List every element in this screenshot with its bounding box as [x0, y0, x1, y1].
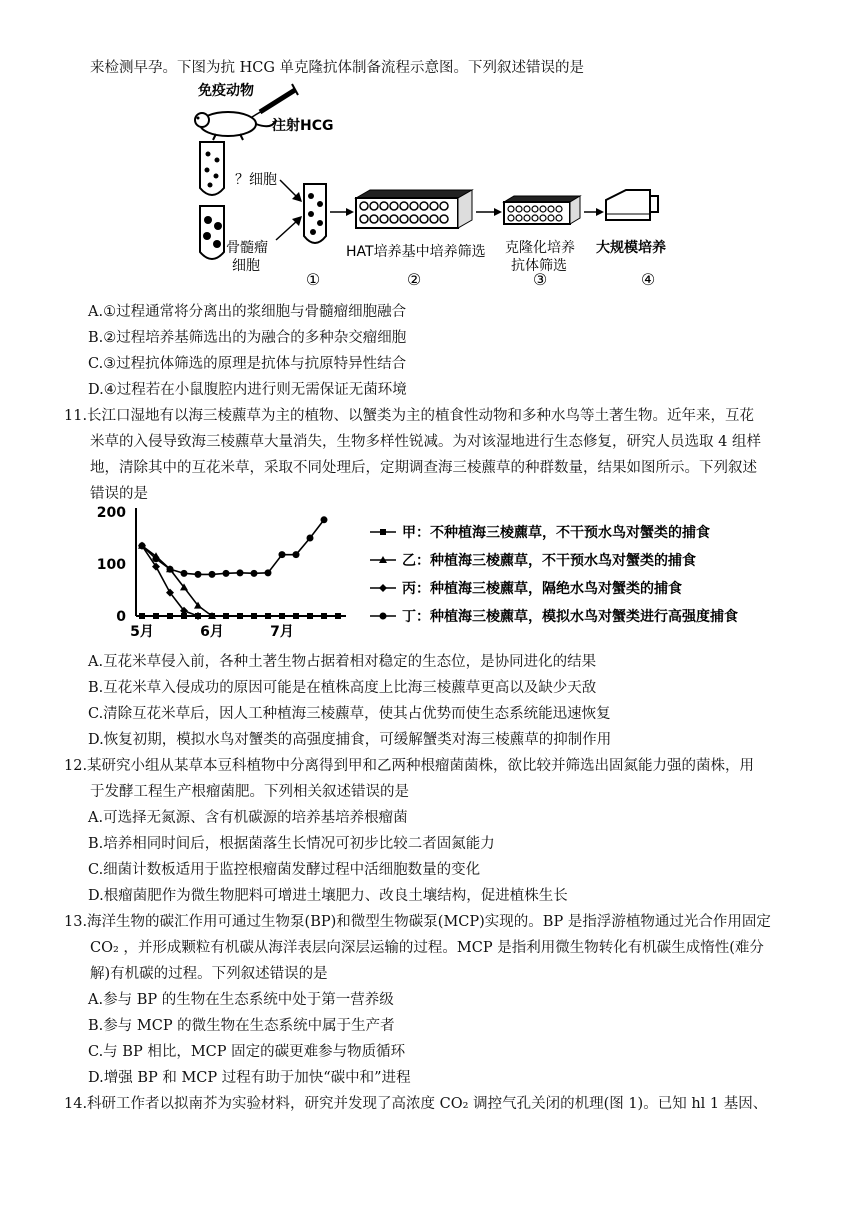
tube-icon [200, 142, 224, 195]
series-point [307, 535, 314, 542]
hat-label: HAT培养基中培养筛选 [346, 244, 486, 260]
series-point [223, 613, 229, 619]
series-point [195, 571, 202, 578]
x-tick-label: 6月 [200, 624, 224, 640]
series-point [251, 570, 258, 577]
chart-axes [97, 505, 346, 640]
q12-option-d: D.根瘤菌肥作为微生物肥料可增进土壤肥力、改良土壤结构，促进植株生长 [88, 888, 568, 904]
q11-option-c: C.清除互花米草后，因人工种植海三棱藨草，使其占优势而使生态系统能迅速恢复 [88, 706, 611, 722]
series-point [181, 570, 188, 577]
series-point [237, 613, 243, 619]
large-culture-label: 大规模培养 [596, 240, 666, 256]
q13-stem-2: CO₂ ，并形成颗粒有机碳从海洋表层向深层运输的过程。MCP 是指利用微生物转化有机碳生成惰性(难分 [90, 940, 764, 956]
series-3 [138, 542, 202, 620]
myeloma-label-1: 骨髓瘤 [226, 240, 268, 256]
series-point [293, 551, 300, 558]
q11-option-a: A.互花米草侵入前，各种土著生物占据着相对稳定的生态位，是协同进化的结果 [88, 654, 597, 670]
x-tick-label: 5月 [130, 624, 154, 640]
q10-option-d: D.④过程若在小鼠腹腔内进行则无需保证无菌环境 [88, 382, 407, 398]
series-point [153, 555, 160, 562]
clone-label-2: 抗体筛选 [511, 258, 567, 274]
series-point [265, 613, 271, 619]
immune-animal-label: 免疫动物 [198, 83, 254, 99]
series-point [167, 613, 173, 619]
series-point [209, 571, 216, 578]
q13-stem-1: 13.海洋生物的碳汇作用可通过生物泵(BP)和微型生物碳泵(MCP)实现的。BP 是指浮游植物通过光合作用固定 [64, 914, 771, 930]
unknown-cell-label: ？细胞 [235, 172, 277, 188]
legend-label: 乙：种植海三棱藨草，不干预水鸟对蟹类的捕食 [402, 553, 696, 569]
culture-plate-icon [356, 190, 472, 228]
q12-option-a: A.可选择无氮源、含有机碳源的培养基培养根瘤菌 [88, 810, 408, 826]
q13-stem-3: 解)有机碳的过程。下列叙述错误的是 [90, 966, 328, 982]
series-point [321, 516, 328, 523]
q14-stem-1: 14.科研工作者以拟南芥为实验材料，研究并发现了高浓度 CO₂ 调控气孔关闭的机理(图 1)。已知 hl 1 基因、 [64, 1096, 768, 1112]
legend-entry [370, 608, 738, 625]
series-point [293, 613, 299, 619]
step-4-label: ④ [640, 270, 656, 289]
q10-option-c: C.③过程抗体筛选的原理是抗体与抗原特异性结合 [88, 356, 407, 372]
x-tick-label: 7月 [270, 624, 294, 640]
series-point [279, 613, 285, 619]
q11-option-d: D.恢复初期，模拟水鸟对蟹类的高强度捕食，可缓解蟹类对海三棱藨草的抑制作用 [88, 732, 612, 748]
y-tick-label: 200 [96, 505, 126, 521]
q11-option-b: B.互花米草入侵成功的原因可能是在植株高度上比海三棱藨草更高以及缺少天敌 [88, 680, 597, 696]
mouse-icon [195, 112, 276, 140]
series-4 [139, 516, 328, 578]
tube-icon [304, 184, 326, 243]
legend-label: 甲：不种植海三棱藨草，不干预水鸟对蟹类的捕食 [402, 525, 710, 541]
tube-icon [200, 206, 224, 259]
chart-series [138, 516, 341, 620]
q13-option-c: C.与 BP 相比，MCP 固定的碳更难参与物质循环 [88, 1044, 406, 1060]
q12-option-b: B.培养相同时间后，根据菌落生长情况可初步比较二者固氮能力 [88, 836, 495, 852]
series-point [223, 570, 230, 577]
myeloma-label-2: 细胞 [232, 258, 260, 274]
q11-stem-1: 11.长江口湿地有以海三棱藨草为主的植物、以蟹类为主的植食性动物和多种水鸟等土著生物。近年来，互花 [64, 408, 755, 424]
q13-option-a: A.参与 BP 的生物在生态系统中处于第一营养级 [88, 992, 394, 1008]
chart-legend [370, 524, 738, 625]
monoclonal-antibody-flow-diagram [180, 80, 680, 290]
series-point [307, 613, 313, 619]
q11-stem-4: 错误的是 [90, 486, 148, 502]
series-point [139, 613, 145, 619]
step-3-label: ③ [532, 270, 548, 289]
series-point [237, 569, 244, 576]
q13-option-d: D.增强 BP 和 MCP 过程有助于加快“碳中和”进程 [88, 1070, 411, 1086]
legend-entry [370, 580, 682, 597]
q11-stem-2: 米草的入侵导致海三棱藨草大量消失，生物多样性锐减。为对该湿地进行生态修复，研究人员选取 4 组样 [90, 434, 761, 450]
series-point [321, 613, 327, 619]
legend-entry [370, 524, 710, 541]
y-tick-label: 100 [96, 557, 126, 573]
q11-stem-3: 地，清除其中的互花米草，采取不同处理后，定期调查海三棱藨草的种群数量，结果如图所示。下列叙述 [90, 460, 757, 476]
series-point [380, 613, 387, 620]
series-point [379, 584, 387, 592]
series-point [251, 613, 257, 619]
series-point [380, 529, 386, 535]
culture-flask-icon [606, 190, 658, 220]
series-point [139, 542, 146, 549]
legend-label: 丁：种植海三棱藨草，模拟水鸟对蟹类进行高强度捕食 [402, 609, 738, 625]
inject-label: 注射HCG [272, 118, 334, 134]
series-point [153, 613, 159, 619]
series-point [335, 613, 341, 619]
q10-stem: 来检测早孕。下图为抗 HCG 单克隆抗体制备流程示意图。下列叙述错误的是 [90, 60, 585, 76]
step-1-label: ① [305, 270, 321, 289]
q12-option-c: C.细菌计数板适用于监控根瘤菌发酵过程中活细胞数量的变化 [88, 862, 481, 878]
legend-label: 丙：种植海三棱藨草，隔绝水鸟对蟹类的捕食 [402, 581, 682, 597]
culture-plate-icon [504, 196, 580, 224]
q10-option-b: B.②过程培养基筛选出的为融合的多种杂交瘤细胞 [88, 330, 407, 346]
crab-predation-line-chart [96, 500, 796, 650]
series-line [142, 546, 198, 616]
step-2-label: ② [406, 270, 422, 289]
legend-entry [370, 552, 696, 569]
q12-stem-2: 于发酵工程生产根瘤菌肥。下列相关叙述错误的是 [90, 784, 409, 800]
series-1 [139, 613, 341, 619]
syringe-icon [252, 84, 298, 117]
q12-stem-1: 12.某研究小组从某草本豆科植物中分离得到甲和乙两种根瘤菌菌株，欲比较并筛选出固氮能力强的菌株，用 [64, 758, 755, 774]
series-point [279, 551, 286, 558]
series-point [167, 566, 174, 573]
y-tick-label: 0 [116, 609, 126, 625]
clone-label-1: 克隆化培养 [505, 240, 575, 256]
series-point [265, 569, 272, 576]
q10-option-a: A.①过程通常将分离出的浆细胞与骨髓瘤细胞融合 [88, 304, 407, 320]
q13-option-b: B.参与 MCP 的微生物在生态系统中属于生产者 [88, 1018, 395, 1034]
